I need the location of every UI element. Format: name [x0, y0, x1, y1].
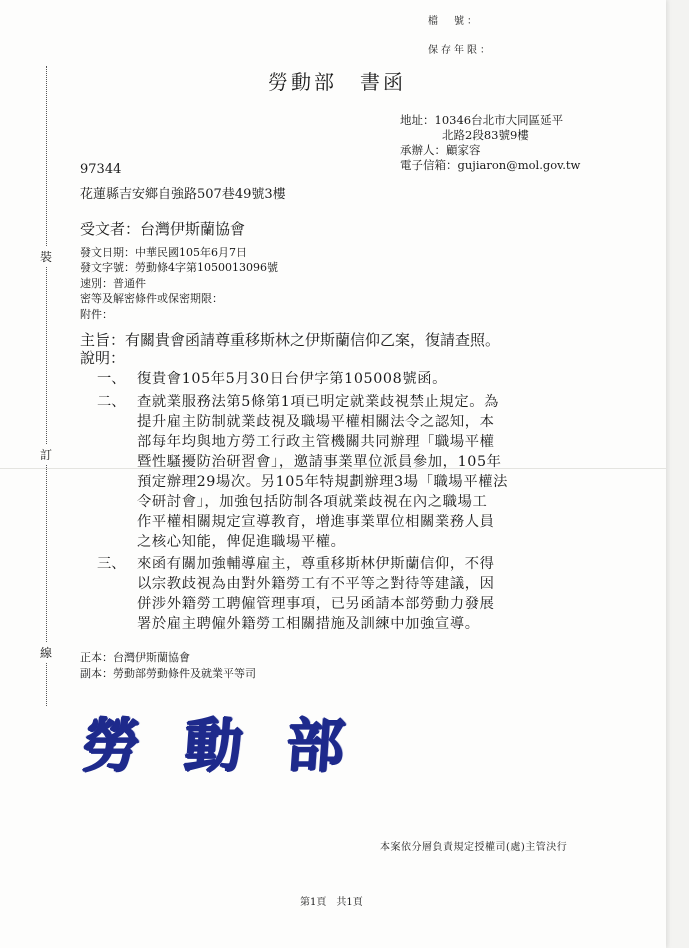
item-line: 暨性騷擾防治研習會」，邀請事業單位派員參加，105年 [137, 454, 502, 470]
subject: 主旨：有關貴會函請尊重移斯林之伊斯蘭信仰乙案，復請查照。 [80, 331, 501, 349]
original-recipient: 正本：台灣伊斯蘭協會 [80, 651, 190, 664]
item-line: 令研討會」，加強包括防制各項就業歧視在內之職場工 [137, 494, 488, 510]
file-number-label: 檔 號： [428, 16, 480, 27]
item-line: 預定辦理29場次。另105年特規劃辦理3場「職場平權法 [137, 474, 509, 490]
sender-address-line1: 地址：10346台北市大同區延平 [400, 113, 564, 127]
item-number: 二、 [97, 394, 126, 410]
copy-recipient: 副本：勞動部勞動條件及就業平等司 [80, 667, 256, 680]
sender-contact: 承辦人：顧家容 [400, 143, 481, 157]
issue-date: 發文日期：中華民國105年6月7日 [80, 246, 247, 259]
ministry-seal-signature: 勞動部 [79, 712, 391, 780]
secrecy-level: 密等及解密條件或保密期限： [80, 292, 223, 306]
binding-dotted-line [46, 66, 47, 706]
item-line: 來函有關加強輔導雇主，尊重移斯林伊斯蘭信仰，不得 [137, 556, 495, 572]
binding-mark-ding: 訂 [40, 444, 52, 465]
meta-block [80, 245, 278, 322]
sender-address-line2: 北路2段83號9樓 [442, 128, 529, 142]
receiver: 受文者：台灣伊斯蘭協會 [80, 220, 246, 238]
recipient-zip: 97344 [80, 162, 122, 177]
binding-mark-xian: 線 [40, 642, 52, 663]
item-line: 之核心知能，俾促進職場平權。 [137, 534, 346, 550]
authorization-note: 本案依分層負責規定授權司(處)主管決行 [380, 842, 568, 853]
document-title: 勞動部 書函 [268, 70, 406, 94]
distribution-list [80, 650, 256, 682]
item-number: 三、 [97, 556, 126, 572]
attachment: 附件： [80, 307, 113, 321]
item-line: 併涉外籍勞工聘僱管理事項，已另函請本部勞動力發展 [137, 596, 495, 612]
binding-mark-zhuang: 裝 [40, 246, 52, 267]
document-number: 發文字號：勞動條4字第1050013096號 [80, 261, 278, 275]
recipient-address: 花蓮縣吉安鄉自強路507巷49號3樓 [80, 187, 286, 202]
item-line: 查就業服務法第5條第1項已明定就業歧視禁止規定。為 [137, 394, 500, 410]
item-line: 以宗教歧視為由對外籍勞工有不平等之對待等建議，因 [137, 576, 495, 592]
sender-info [400, 113, 580, 173]
retention-period-label: 保存年限： [428, 45, 493, 56]
item-line: 作平權相關規定宣導教育，增進事業單位相關業務人員 [137, 514, 495, 530]
item-line: 署於雇主聘僱外籍勞工相關措施及訓練中加強宣導。 [137, 616, 480, 632]
item-line: 部每年均與地方勞工行政主管機關共同辦理「職場平權 [137, 434, 495, 450]
delivery-speed: 速別：普通件 [80, 276, 146, 290]
item-number: 一、 [97, 371, 126, 387]
explanation-label: 說明： [80, 349, 126, 367]
page-number: 第1頁 共1頁 [300, 897, 363, 908]
sender-email: 電子信箱：gujiaron@mol.gov.tw [400, 158, 581, 172]
item-line: 提升雇主防制就業歧視及職場平權相關法令之認知，本 [137, 414, 495, 430]
item-line: 復貴會105年5月30日台伊字第105008號函。 [137, 371, 448, 387]
